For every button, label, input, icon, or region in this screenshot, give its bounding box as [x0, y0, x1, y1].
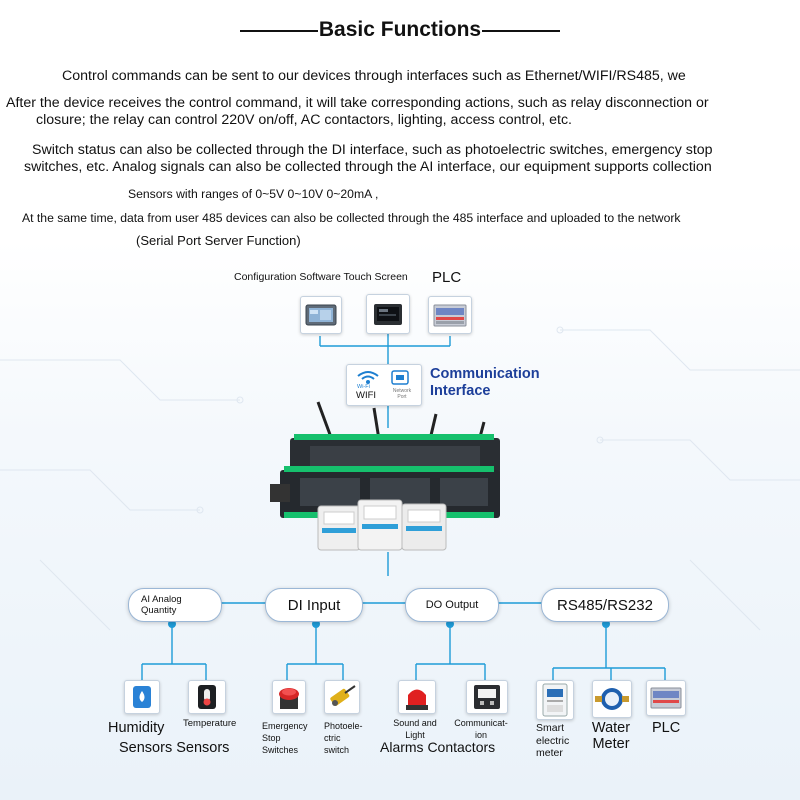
- rs485-rs232-label: RS485/RS232: [557, 596, 653, 614]
- communication-device-label: [448, 717, 514, 741]
- touch-screen-icon: [367, 295, 409, 333]
- sound-label-line-2: Light: [405, 730, 425, 740]
- emergency-label-line-3: Switches: [262, 745, 299, 755]
- photoelectric-switch-box: [324, 680, 360, 714]
- plc-top-box: [428, 296, 472, 334]
- water-label-line-2: Meter: [592, 736, 630, 752]
- alarms-contactors-label: Alarms Contactors: [380, 739, 496, 755]
- plc-top-label: PLC: [432, 269, 462, 286]
- water-meter-box: [592, 680, 632, 718]
- photo-label-line-1: Photoele-: [324, 721, 363, 731]
- emergency-stop-icon: [273, 681, 305, 713]
- touch-screen-box: [366, 294, 410, 334]
- sound-light-label: [392, 717, 438, 741]
- communication-contactor-box: [466, 680, 508, 714]
- network-port-icon: [391, 370, 409, 386]
- network-port-label: Network Port: [392, 388, 412, 400]
- communication-label-line-2: Interface: [430, 383, 491, 399]
- do-output-node: [405, 588, 499, 622]
- description-line-2a: After the device receives the control command, it will take corresponding actions, such as relay disconnection or: [6, 95, 709, 111]
- page-title: Basic Functions: [318, 18, 482, 41]
- electric-meter-icon: [537, 681, 573, 719]
- humidity-sensor-icon: [125, 681, 159, 713]
- emergency-label-line-2: Stop: [262, 733, 281, 743]
- io-module-cluster-image: [270, 400, 520, 560]
- comm-label-line-1: Communicat-: [454, 718, 508, 728]
- emergency-label-line-1: Emergency: [262, 721, 308, 731]
- smart-label-line-1: Smart: [536, 722, 565, 734]
- humidity-sensor-box: [124, 680, 160, 714]
- configuration-software-box: [300, 296, 342, 334]
- wifi-small-label: Wi-Fi: [357, 384, 370, 390]
- water-meter-label: [586, 720, 636, 752]
- description-line-3a: Switch status can also be collected through the DI interface, such as photoelectric switches, emergency stop: [32, 142, 713, 158]
- photoelectric-switch-icon: [325, 681, 359, 713]
- configuration-software-icon: [301, 297, 341, 333]
- smart-electric-meter-label: [536, 722, 569, 760]
- plc-icon: [429, 297, 471, 333]
- description-line-6: (Serial Port Server Function): [136, 233, 301, 248]
- wifi-label: WIFI: [356, 390, 377, 401]
- comm-label-line-2: ion: [474, 730, 487, 740]
- config-touchscreen-label: Configuration Software Touch Screen: [234, 271, 408, 283]
- description-line-2b: closure; the relay can control 220V on/off, AC contactors, lighting, access control, etc.: [36, 112, 572, 128]
- ai-label-line-1: AI Analog: [141, 594, 182, 605]
- water-label-line-1: Water: [591, 720, 631, 736]
- photo-label-line-3: switch: [324, 745, 350, 755]
- smart-label-line-2: electric: [536, 734, 570, 747]
- ai-analog-quantity-node: [128, 588, 222, 622]
- sound-light-alarm-icon: [399, 681, 435, 713]
- communication-label-line-1: Communication: [430, 366, 540, 382]
- plc-bottom-label: PLC: [652, 720, 681, 736]
- smart-electric-meter-box: [536, 680, 574, 720]
- description-line-4: Sensors with ranges of 0~5V 0~10V 0~20mA ,: [128, 187, 379, 201]
- emergency-stop-box: [272, 680, 306, 714]
- rs485-rs232-node: [541, 588, 669, 622]
- plc-bottom-box: [646, 680, 686, 716]
- water-meter-icon: [593, 681, 631, 717]
- sensors-sensors-label: Sensors Sensors: [119, 740, 230, 756]
- ai-label-line-2: Quantity: [141, 605, 177, 616]
- emergency-stop-label: [262, 720, 308, 756]
- humidity-label: Humidity: [108, 720, 165, 736]
- plc-bottom-icon: [647, 681, 685, 715]
- di-input-label: DI Input: [287, 596, 341, 614]
- temperature-label: Temperature: [183, 718, 237, 729]
- photoelectric-switch-label: [324, 720, 363, 756]
- sound-light-alarm-box: [398, 680, 436, 714]
- photo-label-line-2: ctric: [324, 733, 341, 743]
- description-line-1: Control commands can be sent to our devices through interfaces such as Ethernet/WIFI/RS485, we: [62, 68, 686, 84]
- smart-label-line-3: meter: [536, 747, 563, 759]
- temperature-sensor-icon: [189, 681, 225, 713]
- di-input-node: [265, 588, 363, 622]
- temperature-sensor-box: [188, 680, 226, 714]
- description-line-5: At the same time, data from user 485 devices can also be collected through the 485 interface and uploaded to the network: [22, 211, 681, 225]
- contactor-icon: [467, 681, 507, 713]
- sound-label-line-1: Sound and: [393, 718, 437, 728]
- do-output-label: DO Output: [425, 599, 479, 611]
- description-line-3b: switches, etc. Analog signals can also be collected through the AI interface, our equipment supports collection: [24, 159, 712, 175]
